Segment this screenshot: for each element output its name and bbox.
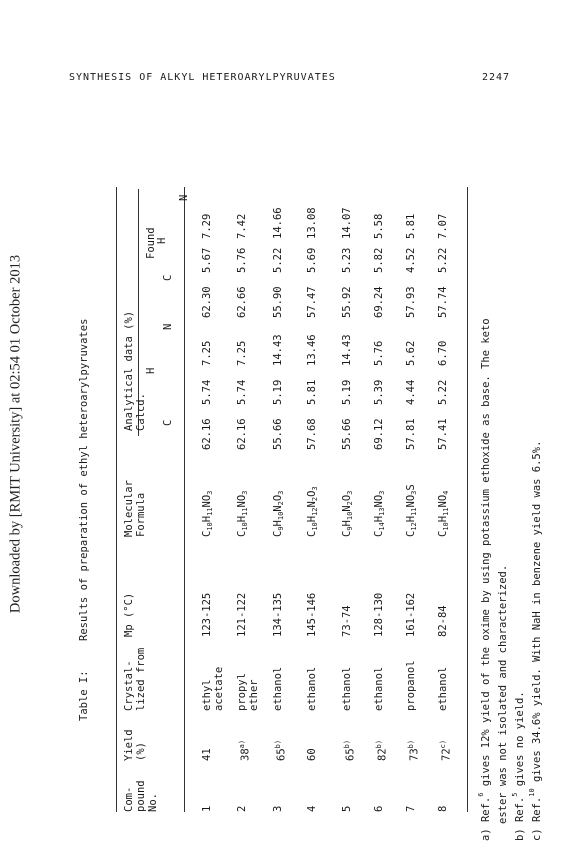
calc-c-cell: 57.41 (437, 418, 449, 450)
bottom-rule (467, 187, 468, 812)
found-h-cell: 4.52 (405, 247, 417, 273)
formula-cell: $C_9H_{10}N_2O_3$ (272, 490, 285, 537)
yield-cell: 65$^{b)}$ (274, 739, 288, 761)
calc-c-cell: 57.81 (405, 418, 417, 450)
header-found-h: H (156, 237, 168, 244)
header-calcd-n: N (162, 323, 174, 330)
calc-n-cell: 5.62 (405, 340, 417, 366)
found-c-cell: 57.93 (405, 286, 417, 318)
found-c-cell: 62.30 (201, 286, 213, 318)
found-c-cell: 55.90 (272, 286, 284, 318)
footnote: a) Ref.$^6$ gives 12% yield of the oxime by using potassium ethoxide as base. The keto (477, 318, 492, 841)
calc-h-cell: 5.74 (201, 379, 213, 405)
yield-cell: 72$^{c)}$ (439, 739, 453, 761)
header-analytical: Analytical data (%) (123, 310, 135, 431)
solvent-cell: propyl (236, 673, 248, 711)
solvent-cell: ethyl (201, 679, 213, 711)
no-cell: 8 (437, 805, 449, 812)
running-head: SYNTHESIS OF ALKYL HETEROARYLPYRUVATES (69, 72, 336, 83)
found-h-cell: 5.76 (236, 247, 248, 273)
header-found-n: N (178, 194, 190, 201)
calc-c-cell: 69.12 (373, 418, 385, 450)
formula-cell: $C_{12}H_{11}NO_3S$ (405, 484, 418, 537)
calc-c-cell: 62.16 (236, 418, 248, 450)
mp-cell: 121-122 (236, 592, 248, 637)
solvent-cell-line2: acetate (213, 666, 225, 711)
calc-c-cell: 55.66 (341, 418, 353, 450)
calc-n-cell: 7.25 (236, 340, 248, 366)
formula-cell: $C_{10}H_{11}NO_3$ (201, 490, 214, 537)
header-rule (184, 187, 185, 812)
mp-cell: 128-130 (373, 592, 385, 637)
calc-h-cell: 5.19 (341, 379, 353, 405)
calc-n-cell: 14.43 (341, 334, 353, 366)
watermark-text: Downloaded by [RMIT University] at 02:54 01 October 2013 (7, 254, 24, 614)
found-n-cell: 7.29 (201, 213, 213, 239)
found-h-cell: 5.22 (272, 247, 284, 273)
calc-c-cell: 55.66 (272, 418, 284, 450)
footnote: b) Ref.$^5$ gives no yield. (511, 691, 526, 841)
found-n-cell: 5.81 (405, 213, 417, 239)
no-cell: 4 (306, 805, 318, 812)
found-h-cell: 5.69 (306, 247, 318, 273)
calc-h-cell: 5.81 (306, 379, 318, 405)
no-cell: 2 (236, 805, 248, 812)
found-c-cell: 55.92 (341, 286, 353, 318)
rotated-table-block (66, 165, 543, 841)
found-c-cell: 69.24 (373, 286, 385, 318)
no-cell: 7 (405, 805, 417, 812)
formula-cell: $C_{10}H_{12}N_2O_3$ (306, 486, 319, 537)
calc-h-cell: 4.44 (405, 379, 417, 405)
calc-h-cell: 5.39 (373, 379, 385, 405)
found-h-cell: 5.22 (437, 247, 449, 273)
yield-cell: 65$^{b)}$ (343, 739, 357, 761)
mp-cell: 134-135 (272, 592, 284, 637)
header-formula-2: Formula (135, 492, 147, 537)
found-n-cell: 7.42 (236, 213, 248, 239)
found-h-cell: 5.23 (341, 247, 353, 273)
mp-cell: 73-74 (341, 605, 353, 637)
header-calcd-h: H (145, 367, 157, 374)
header-found-c: C (162, 274, 174, 281)
yield-cell: 60 (306, 748, 318, 761)
mp-cell: 82-84 (437, 605, 449, 637)
found-c-cell: 57.74 (437, 286, 449, 318)
formula-cell: $C_{14}H_{13}NO_3$ (373, 490, 386, 537)
header-crystallized-1: Crystal- (123, 660, 135, 711)
solvent-cell-line2: ether (248, 679, 260, 711)
calc-n-cell: 7.25 (201, 340, 213, 366)
no-cell: 3 (272, 805, 284, 812)
calc-h-cell: 5.22 (437, 379, 449, 405)
mp-cell: 161-162 (405, 592, 417, 637)
calc-c-cell: 62.16 (201, 418, 213, 450)
found-n-cell: 5.58 (373, 213, 385, 239)
found-n-cell: 14.07 (341, 207, 353, 239)
header-formula-1: Molecular (123, 480, 135, 537)
formula-cell: $C_{10}H_{11}NO_4$ (437, 490, 450, 537)
found-n-cell: 7.07 (437, 213, 449, 239)
mp-cell: 145-146 (306, 592, 318, 637)
no-cell: 6 (373, 805, 385, 812)
calc-h-cell: 5.19 (272, 379, 284, 405)
formula-cell: $C_{10}H_{11}NO_3$ (236, 490, 249, 537)
calc-h-cell: 5.74 (236, 379, 248, 405)
header-compound-3: No. (147, 793, 159, 812)
calc-n-cell: 5.76 (373, 340, 385, 366)
header-calcd: Calcd. (135, 393, 147, 431)
yield-cell: 73$^{b)}$ (407, 739, 421, 761)
header-found: Found (145, 227, 157, 259)
download-watermark (2, 254, 30, 614)
header-yield-2: (%) (135, 742, 147, 761)
solvent-cell: ethanol (373, 666, 385, 711)
page-number: 2247 (482, 72, 511, 83)
calc-n-cell: 14.43 (272, 334, 284, 366)
header-compound-2: pound (135, 780, 147, 812)
table-label: Table I: (78, 670, 90, 721)
calc-n-cell: 6.70 (437, 340, 449, 366)
header-crystallized-2: lized from (135, 647, 147, 711)
no-cell: 5 (341, 805, 353, 812)
calc-c-cell: 57.68 (306, 418, 318, 450)
mp-cell: 123-125 (201, 592, 213, 637)
found-n-cell: 13.08 (306, 207, 318, 239)
yield-cell: 41 (201, 748, 213, 761)
found-h-cell: 5.67 (201, 247, 213, 273)
table-title: Results of preparation of ethyl heteroarylpyruvates (78, 318, 90, 641)
solvent-cell: ethanol (272, 666, 284, 711)
solvent-cell: propanol (405, 660, 417, 711)
top-rule (116, 187, 117, 812)
yield-cell: 82$^{b)}$ (375, 739, 389, 761)
footnote: c) Ref.$^{10}$ gives 34.6% yield. With NaH in benzene yield was 6.5%. (528, 440, 543, 841)
header-compound-1: Com- (123, 786, 135, 812)
found-c-cell: 62.66 (236, 286, 248, 318)
header-yield-1: Yield (123, 729, 135, 761)
solvent-cell: ethanol (437, 666, 449, 711)
solvent-cell: ethanol (306, 666, 318, 711)
formula-cell: $C_9H_{10}N_2O_3$ (341, 490, 354, 537)
header-calcd-c: C (162, 419, 174, 426)
found-c-cell: 57.47 (306, 286, 318, 318)
found-h-cell: 5.82 (373, 247, 385, 273)
found-n-cell: 14.66 (272, 207, 284, 239)
header-mp: Mp (°C) (123, 592, 135, 637)
calc-n-cell: 13.46 (306, 334, 318, 366)
no-cell: 1 (201, 805, 213, 812)
solvent-cell: ethanol (341, 666, 353, 711)
footnote: ester was not isolated and characterized. (497, 564, 509, 824)
yield-cell: 38$^{a)}$ (238, 739, 252, 761)
